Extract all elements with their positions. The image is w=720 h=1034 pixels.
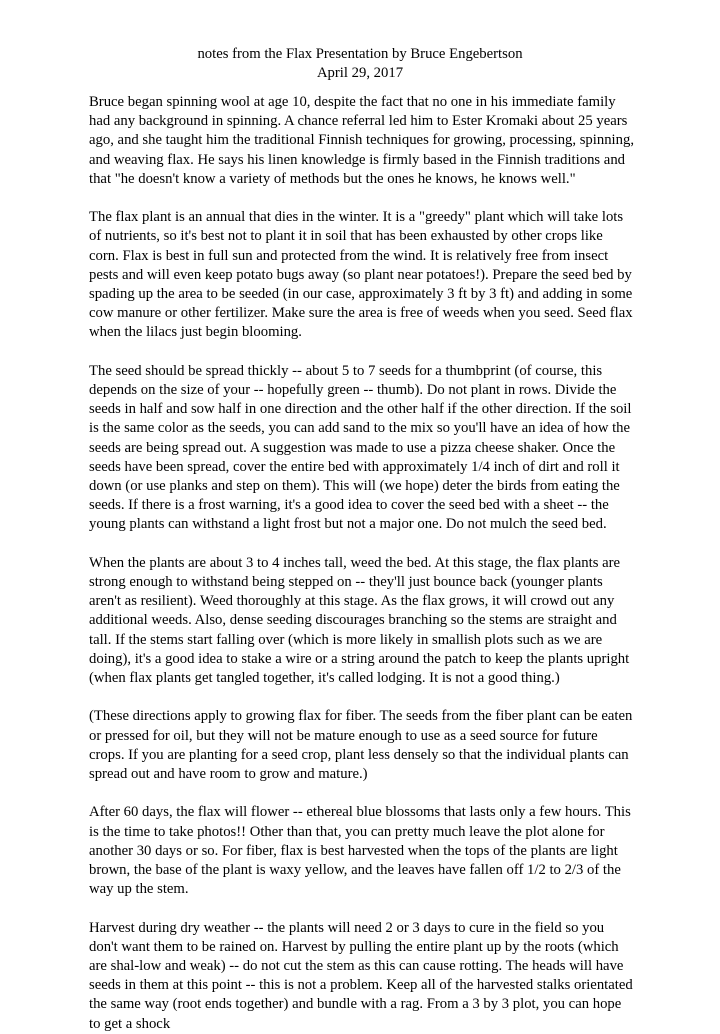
paragraph-weeding: When the plants are about 3 to 4 inches tall, weed the bed. At this stage, the flax plants are strong enough to withstand being stepped on -- they'll just bounce back (younger plants aren't as resilient). Weed thoroughly at this stage. As the flax grows, it will crowd out any additional weeds. Also, dense seeding discourages branching so the stems are straight and tall. If the stems start falling over (which is more likely in smallish plots such as we are doing), it's a good idea to stake a wire or a string around the patch to keep the plants upright (when flax plants get tangled together, it's called lodging. It is not a good thing.) (89, 554, 630, 687)
document-date: April 29, 2017 (316, 65, 404, 82)
document-header (0, 45, 720, 83)
paragraph-seeding: The seed should be spread thickly -- about 5 to 7 seeds for a thumbprint (of course, this depends on the size of your -- hopefully green -- thumb). Do not plant in rows. Divide the seeds in half and sow half in one direction and the other half if the other direction. If the soil is the same color as the seeds, you can add sand to the mix so you'll have an idea of how the seeds are being spread out. A suggestion was made to use a pizza cheese shaker. Once the seeds have been spread, cover the entire bed with approximately 1/4 inch of dirt and roll it down (or use planks and step on them). This will (we hope) deter the birds from eating the seeds. If there is a frost warning, it's a good idea to cover the seed bed with a sheet -- the young plants can withstand a light frost but not a major one. Do not mulch the seed bed. (89, 362, 632, 533)
document-body (89, 93, 635, 1034)
document-title: notes from the Flax Presentation by Bruce Engebertson (197, 46, 523, 62)
paragraph-flowering: After 60 days, the flax will flower -- ethereal blue blossoms that lasts only a few hours. This is the time to take photos!! Other than that, you can pretty much leave the plot alone for another 30 days or so. For fiber, flax is best harvested when the tops of the plants are light brown, the base of the plant is waxy yellow, and the leaves have fallen off 1/2 to 2/3 of the way up the stem. (89, 804, 631, 898)
paragraph-fiber-note: (These directions apply to growing flax for fiber. The seeds from the fiber plant can be eaten or pressed for oil, but they will not be mature enough to use as a seed source for future crops. If you are planting for a seed crop, plant less densely so that the individual plants can spread out and have room to grow and mature.) (89, 708, 633, 783)
paragraph-background: Bruce began spinning wool at age 10, despite the fact that no one in his immediate family had any background in spinning. A chance referral led him to Ester Kromaki about 25 years ago, and she taught him the traditional Finnish techniques for growing, processing, spinning, and weaving flax. He says his linen knowledge is firmly based in the Finnish traditions and that "he doesn't know a variety of methods but the ones he knows, he knows well." (89, 94, 634, 187)
paragraph-flax-plant: The flax plant is an annual that dies in the winter. It is a "greedy" plant which will take lots of nutrients, so it's best not to plant it in soil that has been exhausted by other crops like corn. Flax is best in full sun and protected from the wind. It is relatively free from insect pests and will even keep potato bugs away (so plant near potatoes!). Prepare the seed bed by spading up the area to be seeded (in our case, approximately 3 ft by 3 ft) and adding in some cow manure or other fertilizer. Make sure the area is free of weeds when you seed. Seed flax when the lilacs just begin blooming. (89, 209, 633, 341)
paragraph-harvest: Harvest during dry weather -- the plants will need 2 or 3 days to cure in the field so you don't want them to be rained on. Harvest by pulling the entire plant up by the roots (which are shal-low and weak) -- do not cut the stem as this can cause rotting. The heads will have seeds in them at this point -- this is not a problem. Keep all of the harvested stalks orientated the same way (root ends together) and bundle with a rag. From a 3 by 3 plot, you can hope to get a shock (89, 919, 633, 1032)
